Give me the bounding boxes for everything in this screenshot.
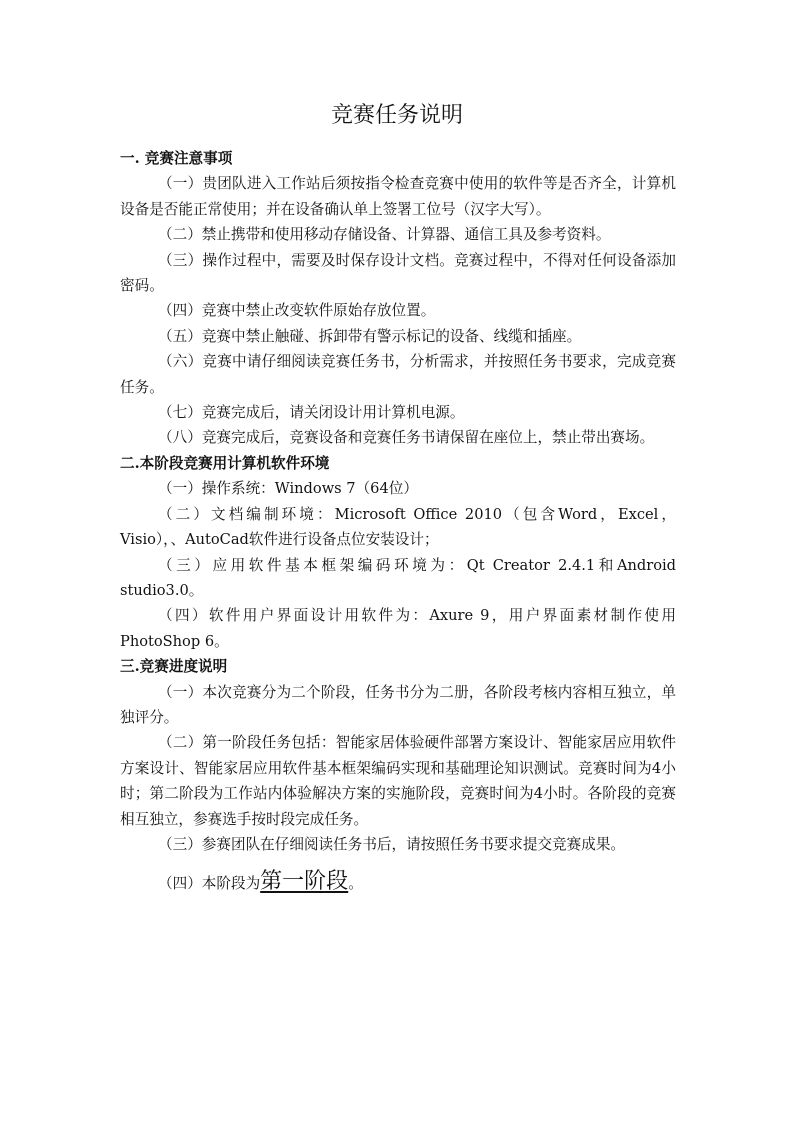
software-item-1: （一）操作系统：Windows 7（64位） — [158, 480, 418, 498]
schedule-item-4 — [120, 867, 676, 899]
notice-item-8: （八）竞赛完成后，竞赛设备和竞赛任务书请保留在座位上，禁止带出赛场。 — [158, 429, 655, 447]
section-heading-schedule: 三.竞赛进度说明 — [120, 658, 228, 676]
notice-item-3: （三）操作过程中，需要及时保存设计文档。竞赛过程中，不得对任何设备添加密码。 — [120, 251, 676, 295]
notice-item-1: （一）贵团队进入工作站后须按指令检查竞赛中使用的软件等是否齐全，计算机设备是否能正常使用；并在设备确认单上签署工位号（汉字大写）。 — [120, 175, 676, 218]
final-prefix: （四）本阶段为 — [158, 875, 261, 893]
notice-item-6: （六）竞赛中请仔细阅读竞赛任务书，分析需求，并按照任务书要求，完成竞赛任务。 — [120, 353, 676, 396]
document-body — [120, 146, 676, 899]
section-heading-software: 二.本阶段竞赛用计算机软件环境 — [120, 454, 330, 472]
notice-item-5: （五）竞赛中禁止触碰、拆卸带有警示标记的设备、线缆和插座。 — [158, 327, 582, 345]
notice-item-7: （七）竞赛完成后，请关闭设计用计算机电源。 — [158, 404, 465, 422]
notice-item-4: （四）竞赛中禁止改变软件原始存放位置。 — [158, 302, 436, 320]
final-suffix: 。 — [348, 875, 363, 893]
software-item-3: （三）应用软件基本框架编码环境为：Qt Creator 2.4.1和Android studio3.0。 — [120, 556, 676, 599]
schedule-item-2: （二）第一阶段任务包括：智能家居体验硬件部署方案设计、智能家居应用软件方案设计、智能家居应用软件基本框架编码实现和基础理论知识测试。竞赛时间为4小时；第二阶段为工作站内体验解决方案的实施阶段，竞赛时间为4小时。各阶段的竞赛相互独立，参赛选手按时段完成任务。 — [120, 734, 676, 828]
section-heading-notices: 一. 竞赛注意事项 — [120, 150, 233, 167]
stage-name: 第一阶段 — [260, 869, 349, 895]
notice-item-2: （二）禁止携带和使用移动存储设备、计算器、通信工具及参考资料。 — [158, 226, 611, 244]
document-title: 竞赛任务说明 — [330, 103, 463, 128]
schedule-item-1: （一）本次竞赛分为二个阶段，任务书分为二册，各阶段考核内容相互独立，单独评分。 — [120, 683, 676, 726]
software-item-4: （四）软件用户界面设计用软件为：Axure 9，用户界面素材制作使用PhotoShop 6。 — [120, 607, 676, 650]
schedule-item-3: （三）参赛团队在仔细阅读任务书后，请按照任务书要求提交竞赛成果。 — [158, 835, 626, 853]
software-item-2: （二）文档编制环境：Microsoft Office 2010（包含Word，Excel，Visio），、AutoCad软件进行设备点位安装设计； — [120, 505, 676, 549]
